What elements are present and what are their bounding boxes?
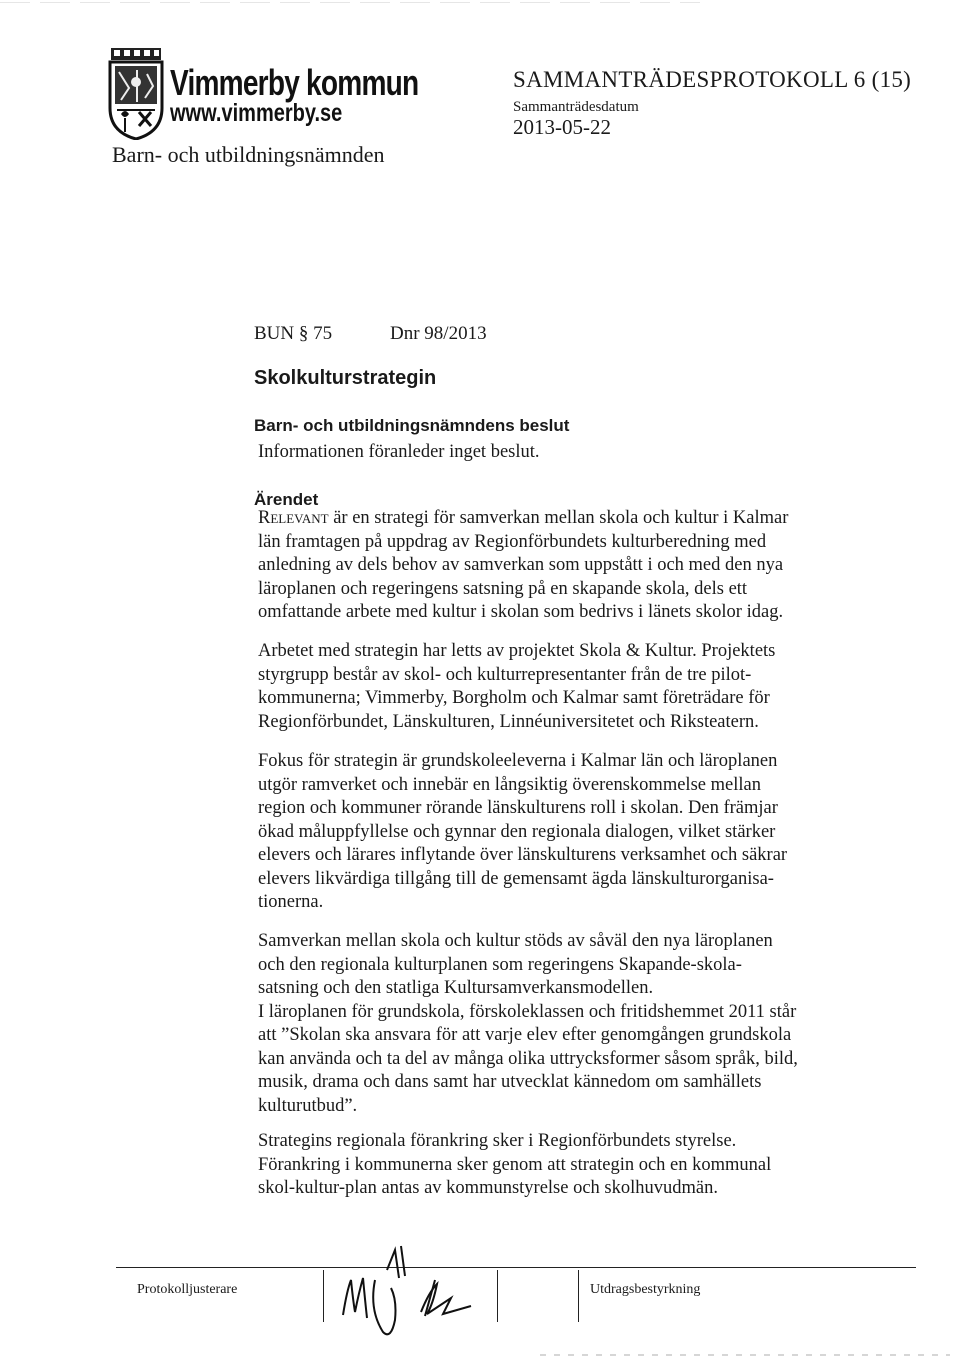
decision-text: Informationen föranleder inget beslut. (258, 442, 540, 462)
footer-divider-right (578, 1270, 579, 1322)
paragraph-5: Strategins regionala förankring sker i Regionförbundets styrelse. Förankring i kommunerna sker genom att strategin och en kommunal skol-kultur-plan antas av kommunstyrelse och skolhuvudmän. (258, 1131, 772, 1198)
meeting-date-label: Sammanträdesdatum (513, 99, 639, 115)
paragraph-3: Fokus för strategin är grundskoleeleverna i Kalmar län och läroplanen utgör ramverket och innebär en långsiktig överenskommelse mellan region och kommuner rörande länskulturens roll i skolan. Den främjar ökad måluppfyllelse och gynnar den regionala dialogen, vilket stärker elevers och lärares inflytande över länskulturens verksamhet och säkrar elevers likvärdiga tillgång till de gemensamt ägda länskulturorganisa- tionerna. (258, 751, 788, 912)
signature-initials (325, 1240, 500, 1350)
paragraph-2: Arbetet med strategin har letts av projektet Skola & Kultur. Projektets styrgrupp består av skol- och kulturrepresentanter från de tre pilot- kommunerna; Vimmerby, Borgholm och Kalmar samt företrädare för Regionförbundet, Länskulturen, Linnéuniversitetet och Riksteatern. (258, 641, 776, 732)
municipality-name: Vimmerby kommun (170, 62, 419, 103)
footer-divider-left (323, 1270, 324, 1322)
scan-artifact-bottom (540, 1354, 950, 1356)
paragraph-4: Samverkan mellan skola och kultur stöds av såväl den nya läroplanen och den regionala kulturplanen som regeringens Skapande-skola- satsning och den statliga Kultursamverkansmodellen. I läroplanen för grundskola, förskoleklassen och fritidshemmet 2011 står att ”Skolan ska ansvara för att varje elev efter genomgången grundskola kan använda och ta del av många olika uttrycksformer såsom språk, bild, musik, drama och dans samt har utvecklat kännedom om samhällets kulturutbud”. (258, 931, 798, 1116)
footer-divider (116, 1267, 916, 1268)
matter-heading: Ärendet (254, 490, 319, 509)
website-link[interactable]: www.vimmerby.se (170, 99, 343, 127)
decision-heading: Barn- och utbildningsnämndens beslut (254, 416, 570, 435)
meeting-date: 2013-05-22 (513, 115, 611, 139)
relevant-project-name: Relevant (258, 508, 329, 528)
extract-certification-label: Utdragsbestyrkning (590, 1282, 701, 1297)
scan-artifact (0, 2, 700, 3)
case-title: Skolkulturstrategin (254, 367, 437, 389)
minutes-checker-label: Protokolljusterare (137, 1282, 238, 1297)
paragraph-reference: BUN § 75 (254, 323, 333, 344)
diary-number: Dnr 98/2013 (390, 323, 487, 344)
document-title: SAMMANTRÄDESPROTOKOLL 6 (15) (513, 67, 912, 92)
committee-name: Barn- och utbildningsnämnden (112, 142, 385, 167)
municipal-crest-icon (107, 48, 165, 140)
paragraph-1: Relevant är en strategi för samverkan mellan skola och kultur i Kalmar län framtagen på uppdrag av Regionförbundets kulturberedning med anledning av dels behov av samverkan som uppstått i och med den nya läroplanen och regeringens satsning på en skapande skola, dels ett omfattande arbete med kultur i skolan som bedrivs i länets skolor idag. (258, 508, 789, 622)
